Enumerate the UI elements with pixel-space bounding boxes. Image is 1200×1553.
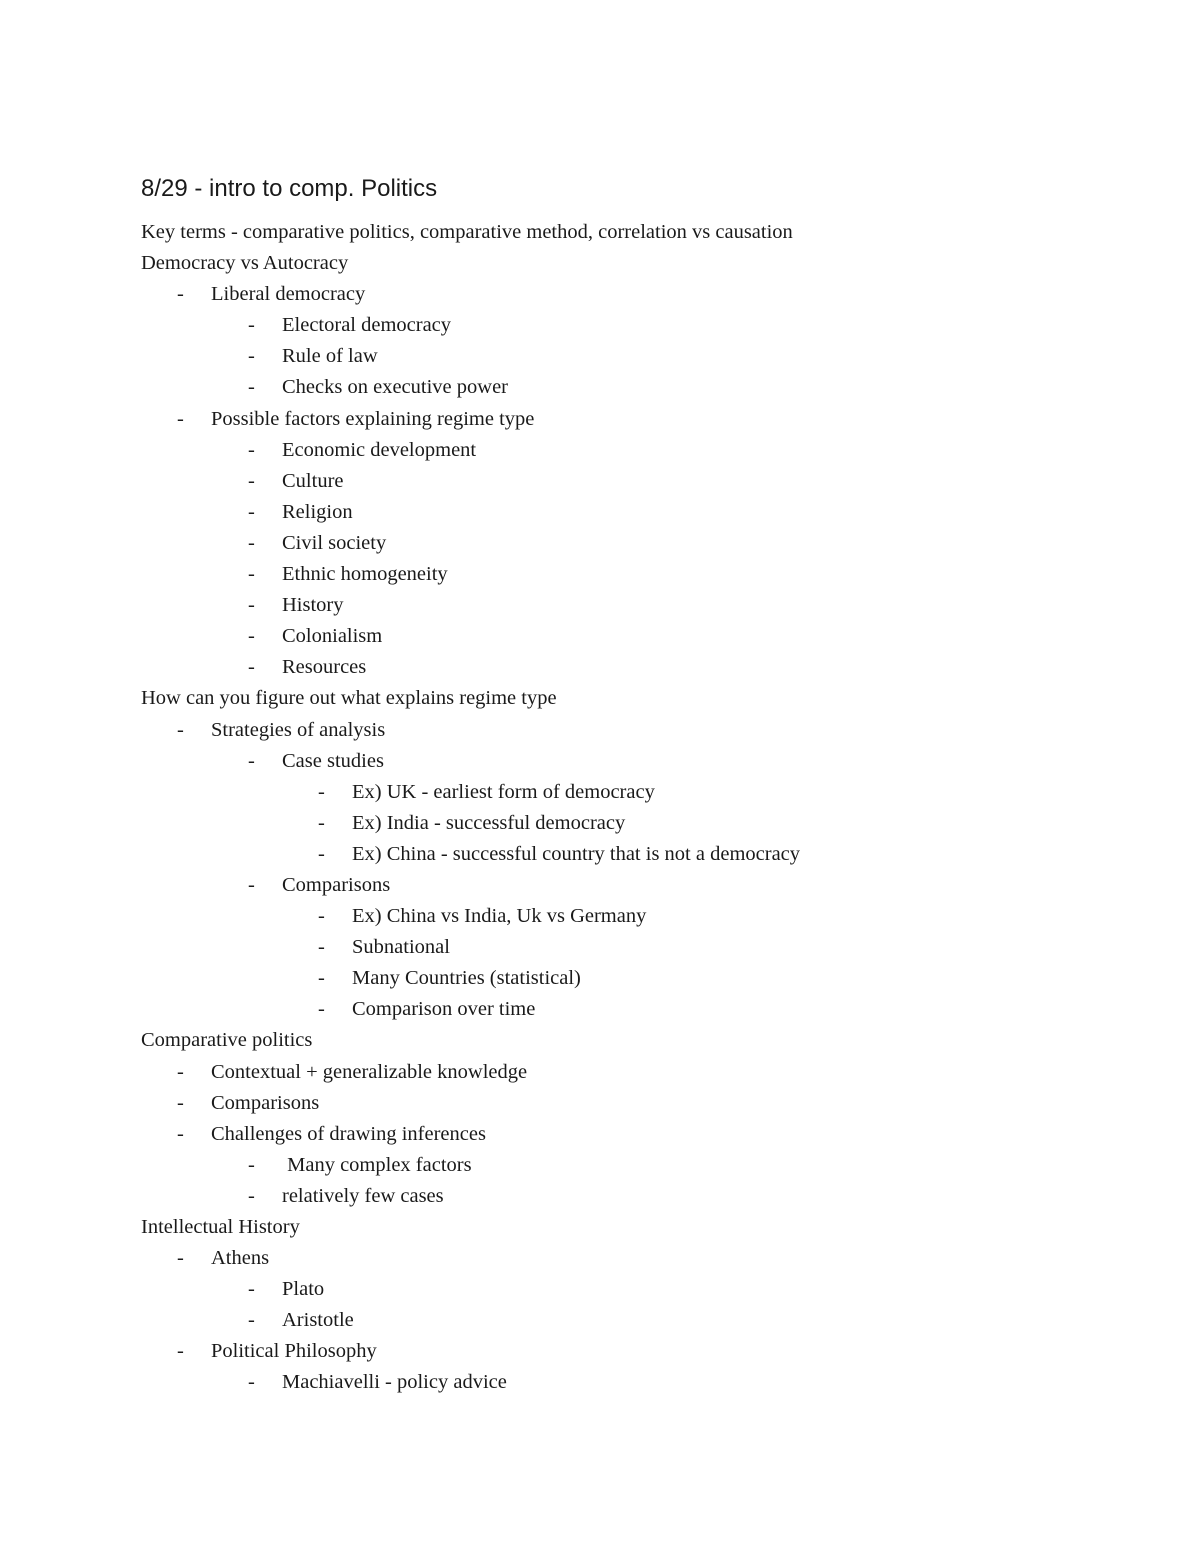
bullet-dash: -: [177, 1247, 184, 1270]
outline-text: Electoral democracy: [282, 314, 452, 337]
bullet-dash: -: [177, 1091, 184, 1114]
outline-heading: [141, 1212, 1141, 1243]
outline-item: [141, 621, 1141, 652]
outline-text: Strategies of analysis: [211, 718, 386, 741]
bullet-dash: -: [177, 283, 184, 306]
outline-text: Machiavelli - policy advice: [282, 1371, 507, 1394]
outline-text: Possible factors explaining regime type: [211, 407, 535, 430]
outline-item: [141, 1119, 1141, 1150]
bullet-dash: -: [248, 1371, 255, 1394]
outline-text: Contextual + generalizable knowledge: [211, 1060, 528, 1083]
outline-text: Aristotle: [282, 1309, 354, 1332]
outline-item: [141, 1181, 1141, 1212]
bullet-dash: -: [248, 1278, 255, 1301]
outline-text: Ex) India - successful democracy: [352, 811, 626, 834]
outline-text: Subnational: [352, 936, 450, 959]
outline-item: [141, 435, 1141, 466]
bullet-dash: -: [318, 842, 325, 865]
outline-text: Ex) UK - earliest form of democracy: [352, 780, 655, 803]
outline-text: How can you figure out what explains regime type: [141, 687, 557, 710]
bullet-dash: -: [248, 500, 255, 523]
outline-item: [141, 1150, 1141, 1181]
notes-outline: [141, 217, 1141, 1399]
outline-text: Many complex factors: [282, 1153, 472, 1176]
outline-heading: [141, 248, 1141, 279]
outline-text: relatively few cases: [282, 1184, 444, 1207]
outline-item: [141, 777, 1141, 808]
outline-text: Comparisons: [282, 873, 391, 896]
outline-text: Comparison over time: [352, 998, 536, 1021]
bullet-dash: -: [248, 594, 255, 617]
bullet-dash: -: [248, 345, 255, 368]
outline-item: [141, 310, 1141, 341]
outline-text: Comparative politics: [141, 1029, 313, 1052]
outline-item: [141, 341, 1141, 372]
bullet-dash: -: [318, 967, 325, 990]
outline-item: [141, 1274, 1141, 1305]
outline-item: [141, 1088, 1141, 1119]
outline-item: [141, 932, 1141, 963]
outline-item: [141, 404, 1141, 435]
outline-item: [141, 528, 1141, 559]
bullet-dash: -: [318, 998, 325, 1021]
outline-text: Rule of law: [282, 345, 378, 368]
bullet-dash: -: [248, 438, 255, 461]
bullet-dash: -: [318, 780, 325, 803]
bullet-dash: -: [177, 1122, 184, 1145]
outline-text: Intellectual History: [141, 1216, 300, 1238]
outline-item: [141, 901, 1141, 932]
outline-item: [141, 279, 1141, 310]
bullet-dash: -: [248, 314, 255, 337]
bullet-dash: -: [248, 531, 255, 554]
outline-item: [141, 1243, 1141, 1274]
outline-item: [141, 559, 1141, 590]
bullet-dash: -: [318, 905, 325, 928]
outline-text: Comparisons: [211, 1091, 320, 1114]
outline-item: [141, 466, 1141, 497]
outline-item: [141, 1057, 1141, 1088]
outline-text: Ethnic homogeneity: [282, 563, 448, 586]
outline-item: [141, 372, 1141, 403]
bullet-dash: -: [248, 625, 255, 648]
bullet-dash: -: [248, 1184, 255, 1207]
bullet-dash: -: [248, 873, 255, 896]
outline-text: Culture: [282, 469, 344, 492]
bullet-dash: -: [248, 469, 255, 492]
outline-text: Ex) China vs India, Uk vs Germany: [352, 905, 647, 928]
outline-item: [141, 497, 1141, 528]
bullet-dash: -: [177, 1060, 184, 1083]
outline-item: [141, 590, 1141, 621]
outline-text: Case studies: [282, 749, 384, 772]
outline-text: Religion: [282, 500, 353, 523]
bullet-dash: -: [177, 1340, 184, 1363]
bullet-dash: -: [248, 1153, 255, 1176]
outline-text: Plato: [282, 1278, 325, 1301]
notes-page: [141, 172, 1141, 1399]
outline-item: [141, 870, 1141, 901]
outline-text: Civil society: [282, 531, 387, 554]
outline-text: Political Philosophy: [211, 1340, 377, 1363]
outline-item: [141, 715, 1141, 746]
outline-text: Many Countries (statistical): [352, 967, 581, 990]
bullet-dash: -: [248, 1309, 255, 1332]
bullet-dash: -: [248, 376, 255, 399]
outline-item: [141, 963, 1141, 994]
bullet-dash: -: [248, 563, 255, 586]
page-title: 8/29 - intro to comp. Politics: [141, 175, 438, 202]
outline-heading: [141, 683, 1141, 714]
outline-text: History: [282, 594, 344, 617]
bullet-dash: -: [248, 656, 255, 679]
bullet-dash: -: [318, 811, 325, 834]
outline-item: [141, 994, 1141, 1025]
outline-item: [141, 652, 1141, 683]
bullet-dash: -: [177, 407, 184, 430]
bullet-dash: -: [177, 718, 184, 741]
outline-item: [141, 1336, 1141, 1367]
outline-item: [141, 1367, 1141, 1398]
outline-text: Athens: [211, 1247, 270, 1270]
outline-heading: [141, 1025, 1141, 1056]
bullet-dash: -: [318, 936, 325, 959]
outline-text: Key terms - comparative politics, comparative method, correlation vs causation: [141, 221, 793, 243]
outline-text: Liberal democracy: [211, 283, 366, 306]
outline-item: [141, 808, 1141, 839]
outline-heading: [141, 217, 1141, 248]
outline-item: [141, 1305, 1141, 1336]
outline-item: [141, 746, 1141, 777]
outline-text: Checks on executive power: [282, 376, 508, 399]
outline-text: Ex) China - successful country that is not a democracy: [352, 842, 801, 865]
outline-text: Colonialism: [282, 625, 383, 648]
outline-item: [141, 839, 1141, 870]
outline-text: Economic development: [282, 438, 477, 461]
outline-text: Challenges of drawing inferences: [211, 1122, 486, 1145]
outline-text: Resources: [282, 656, 367, 679]
outline-text: Democracy vs Autocracy: [141, 252, 349, 275]
bullet-dash: -: [248, 749, 255, 772]
